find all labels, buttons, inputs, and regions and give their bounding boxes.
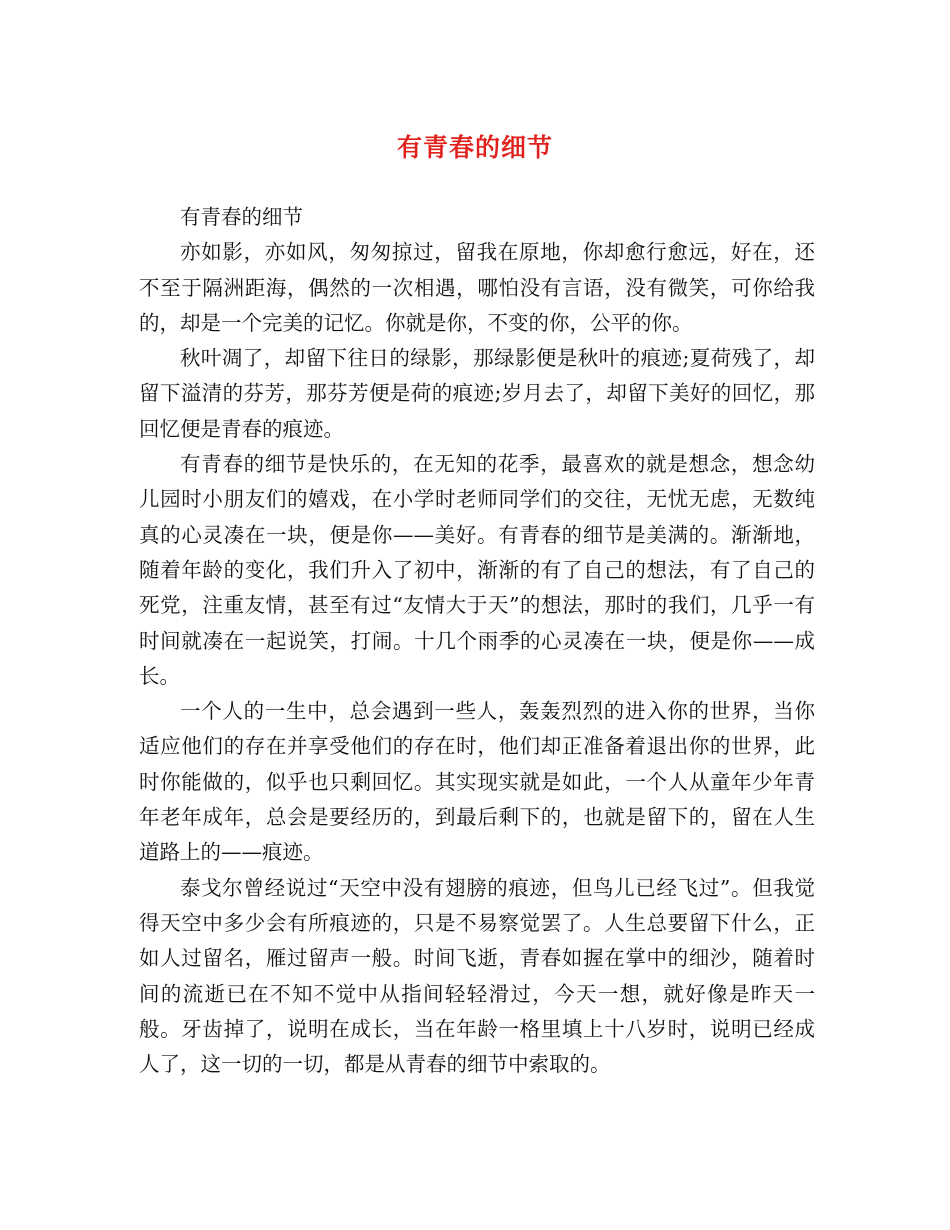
document-title: 有青春的细节 bbox=[396, 133, 553, 162]
paragraph-2: 秋叶凋了，却留下往日的绿影，那绿影便是秋叶的痕迹;夏荷残了，却留下溢清的芬芳，那芬芳便是荷的痕迹;岁月去了，却留下美好的回忆，那回忆便是青春的痕迹。 bbox=[139, 346, 815, 441]
paragraph-5: 泰戈尔曾经说过“天空中没有翅膀的痕迹，但鸟儿已经飞过”。但我觉得天空中多少会有所痕迹的，只是不易察觉罢了。人生总要留下什么，正如人过留名，雁过留声一般。时间飞逝，青春如握在掌中的细沙，随着时间的流逝已在不知不觉中从指间轻轻滑过，今天一想，就好像是昨天一般。牙齿掉了，说明在成长，当在年龄一格里填上十八岁时，说明已经成人了，这一切的一切，都是从青春的细节中索取的。 bbox=[139, 875, 815, 1077]
paragraph-4: 一个人的一生中，总会遇到一些人，轰轰烈烈的进入你的世界，当你适应他们的存在并享受他们的存在时，他们却正准备着退出你的世界，此时你能做的，似乎也只剩回忆。其实现实就是如此，一个人从童年少年青年老年成年，总会是要经历的，到最后剩下的，也就是留下的，留在人生道路上的——痕迹。 bbox=[139, 699, 815, 865]
document-body bbox=[139, 200, 815, 1082]
paragraph-1: 亦如影，亦如风，匆匆掠过，留我在原地，你却愈行愈远，好在，还不至于隔洲距海，偶然的一次相遇，哪怕没有言语，没有微笑，可你给我的，却是一个完美的记忆。你就是你，不变的你，公平的你。 bbox=[139, 240, 815, 335]
paragraph-subtitle: 有青春的细节 bbox=[180, 205, 303, 229]
paragraph-3: 有青春的细节是快乐的，在无知的花季，最喜欢的就是想念，想念幼儿园时小朋友们的嬉戏，在小学时老师同学们的交往，无忧无虑，无数纯真的心灵凑在一块，便是你——美好。有青春的细节是美满的。渐渐地，随着年龄的变化，我们升入了初中，渐渐的有了自己的想法，有了自己的死党，注重友情，甚至有过“友情大于天”的想法，那时的我们，几乎一有时间就凑在一起说笑，打闹。十几个雨季的心灵凑在一块，便是你——成长。 bbox=[139, 452, 815, 688]
